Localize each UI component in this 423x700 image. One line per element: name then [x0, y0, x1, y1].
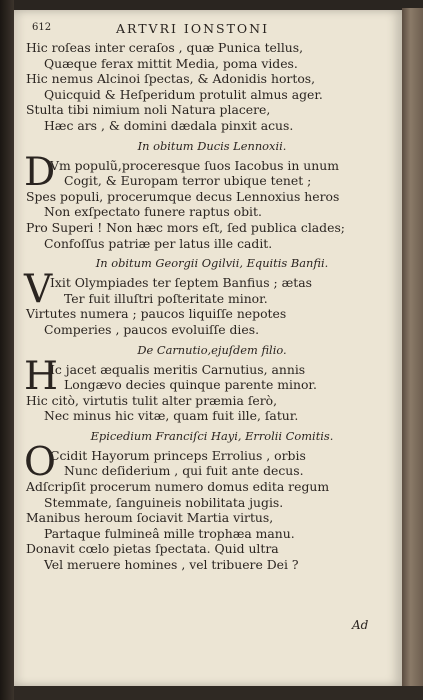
verse-line: Ter fuit illuſtri poſteritate minor.: [64, 290, 268, 306]
verse-line: Stulta tibi nimium noli Natura placere,: [26, 102, 271, 118]
poem-ogilvie: [24, 267, 398, 337]
page-bottom-shadow: [14, 686, 423, 700]
poem-carnutius: [24, 353, 398, 424]
verse-line: Cogit, & Europam terror ubique tenet ;: [64, 173, 312, 189]
adjacent-page-edge: [402, 8, 423, 688]
verse-line: Stemmate, ſanguineis nobilitata jugis.: [44, 494, 284, 510]
verse-line: Spes populi, procerumque decus Lennoxius heros: [26, 188, 340, 204]
book-page: [14, 10, 402, 686]
drop-capital: V: [24, 267, 53, 313]
running-title: ARTVRI IONSTONI: [116, 21, 270, 36]
verse-line: Quicquid & Heſperidum protulit almus ager.: [44, 86, 323, 102]
running-head: [32, 22, 392, 38]
binding-gutter: [0, 0, 14, 700]
page-number: 612: [32, 22, 52, 33]
verse-line: Comperies , paucos evoluiſſe dies.: [44, 321, 260, 337]
verse-line: Longævo decies quinque parente minor.: [64, 377, 317, 393]
verse-line: Nec minus hic vitæ, quam fuit ille, ſatur.: [44, 408, 299, 424]
verse-line: Pro Superi ! Non hæc mors eſt, ſed publica clades;: [26, 219, 345, 235]
verse-line: Nunc deſiderium , qui fuit ante decus.: [64, 463, 304, 479]
drop-capital: O: [24, 439, 56, 485]
verse-line: Adſcripſit procerum numero domus edita regum: [26, 479, 330, 495]
drop-capital: H: [24, 353, 59, 399]
verse-line: Vel meruere homines , vel tribuere Dei ?: [44, 557, 299, 573]
verse-line: Non exſpectato funere raptus obit.: [44, 204, 262, 220]
poem-hay: [24, 439, 398, 573]
poem-heading: In obitum Ducis Lennoxii.: [137, 138, 287, 153]
poem-lennox: [24, 149, 398, 252]
verse-line: Quæque ferax mittit Media, poma vides.: [44, 55, 298, 71]
verse-line: Donavit cœlo pietas ſpectata. Quid ultra: [26, 541, 279, 557]
page-text: [26, 40, 398, 573]
poem-heading: In obitum Georgii Ogilvii, Equitis Banfii.: [95, 256, 329, 271]
poem-heading: Epicedium Franciſci Hayi, Errolii Comitis.: [90, 428, 334, 443]
verse-line: Ixit Olympiades ter ſeptem Banfius ; ætas: [50, 275, 313, 291]
verse-line: Hæc ars , & domini dædala pinxit acus.: [44, 117, 294, 133]
catchword: Ad: [352, 618, 369, 632]
verse-line: Hic citò, virtutis tulit alter præmia ſerò,: [26, 392, 278, 408]
poem-heading: De Carnutio,ejuſdem filio.: [137, 342, 287, 357]
verse-line: Ccidit Hayorum princeps Errolius , orbis: [50, 447, 306, 463]
drop-capital: D: [24, 149, 56, 195]
verse-line: Hic roſeas inter ceraſos , quæ Punica tellus,: [26, 40, 304, 55]
verse-line: Ic jacet æqualis meritis Carnutius, annis: [50, 361, 306, 377]
verse-line: Confoſſus patriæ per latus ille cadit.: [44, 235, 273, 251]
verse-line: Partaque fulmineâ mille trophæa manu.: [44, 525, 295, 541]
verse-line: Vm populũ,proceresque ſuos Iacobus in unum: [50, 157, 339, 173]
verse-line: Hic nemus Alcinoi ſpectas, & Adonidis hortos,: [26, 71, 316, 87]
verse-line: Manibus heroum ſociavit Martia virtus,: [26, 510, 274, 526]
verse-line: Virtutes numera ; paucos liquiſſe nepotes: [26, 306, 287, 322]
